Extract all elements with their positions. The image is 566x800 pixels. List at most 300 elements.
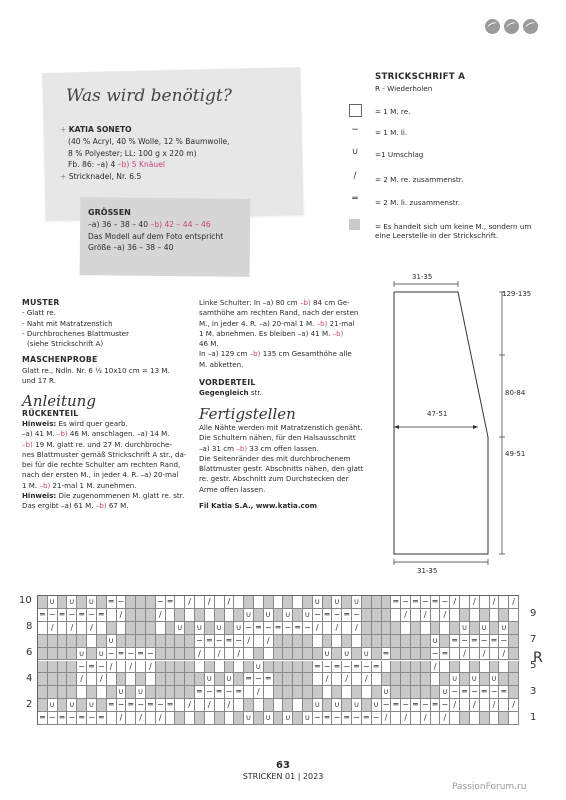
chart-cell [38,622,48,635]
chart-cell [225,609,235,622]
chart-cell [303,673,313,686]
chart-cell [323,596,333,609]
chart-cell [411,712,421,725]
text: Die Schultern nähen, für den Halsausschnitt [199,433,356,443]
anleitung-heading: Anleitung [22,392,96,411]
chart-cell: ∪ [283,609,293,622]
chart-cell: ∪ [362,648,372,661]
text: –b) [249,349,261,359]
chart-cell [215,596,225,609]
chart-cell [254,699,264,712]
chart-cell [244,596,254,609]
chart-cell [293,596,303,609]
chart-cell [460,673,470,686]
chart-cell: ∪ [440,686,450,699]
text: In –a) 129 cm [199,349,250,359]
dim-bottom: 31-35 [417,567,438,575]
chart-cell: ═ [382,648,392,661]
chart-cell [440,635,450,648]
chart-cell [67,686,77,699]
chart-cell [166,686,176,699]
chart-cell [264,699,274,712]
chart-cell [195,596,205,609]
text: 84 cm Ge- [310,298,350,307]
chart-cell [175,609,185,622]
chart-cell: − [440,596,450,609]
text: 21-mal [327,318,355,328]
chart-cell [156,673,166,686]
yarn-desc: (40 % Acryl, 40 % Wolle, 12 % Baumwolle, [68,136,230,146]
chart-cell: − [342,661,352,674]
knit-symbol-icon [349,104,362,117]
chart-cell [401,622,411,635]
chart-cell [107,712,117,725]
chart-cell [470,648,480,661]
legend-item: = 2 M. li. zusammenstr. [375,198,461,207]
chart-cell [67,661,77,674]
materials-heading: Was wird benötigt? [66,86,232,106]
chart-cell: ═ [431,699,441,712]
chart-cell: ∪ [303,712,313,725]
chart-cell: − [431,648,441,661]
chart-cell: ∕ [440,712,450,725]
chart-cell: ═ [117,648,127,661]
chart-cell: − [67,712,77,725]
chart-cell: ∪ [225,673,235,686]
chart-cell [440,661,450,674]
chart-cell [166,622,176,635]
chart-cell [38,699,48,712]
chart-cell [382,622,392,635]
legend-item: = 1 M. re. [375,107,411,116]
chart-cell [254,712,264,725]
sizes-note: Das Modell auf dem Foto entspricht [88,231,224,241]
chart-cell [215,661,225,674]
chart-cell: ═ [323,609,333,622]
chart-cell [175,661,185,674]
chart-cell [225,622,235,635]
chart-cell: − [67,609,77,622]
chart-cell [391,609,401,622]
text: –b) [332,328,344,338]
chart-cell: ∕ [509,596,519,609]
chart-cell [136,673,146,686]
chart-cell [391,635,401,648]
chart-cell: ∕ [156,609,166,622]
chart-cell [185,635,195,648]
chart-cell [450,712,460,725]
text: nes Blattmuster gemäß Strickschrift A str., da- [22,449,187,459]
chart-cell [372,648,382,661]
chart-cell: ═ [372,661,382,674]
chart-cell [421,686,431,699]
text: 46 M. anschlagen. –a) 14 M. [67,429,170,439]
chart-cell [58,622,68,635]
chart-cell: ∕ [440,609,450,622]
chart-cell [283,635,293,648]
chart-cell [274,609,284,622]
chart-cell [283,648,293,661]
chart-cell [303,699,313,712]
chart-cell: ∪ [67,699,77,712]
dim-top: 31-35 [412,273,433,281]
chart-cell: ∕ [460,648,470,661]
chart-cell [264,661,274,674]
chart-cell [146,673,156,686]
text: M. abketten. [199,359,244,369]
row-number: 10 [19,595,32,606]
yarn-qty-a: Fb. 86: –a) 4 [68,160,118,170]
chart-cell [411,609,421,622]
chart-cell [313,648,323,661]
chart-cell [215,712,225,725]
chart-cell [274,635,284,648]
chart-cell [97,686,107,699]
chart-cell [352,648,362,661]
chart-cell [372,596,382,609]
chart-cell [470,712,480,725]
dim-height-mid: 80-84 [505,389,526,397]
chart-cell [38,686,48,699]
chart-cell [274,699,284,712]
chart-cell [195,609,205,622]
chart-cell: ═ [440,648,450,661]
chart-cell: − [87,609,97,622]
yarn-qty-b: –b) 5 Knäuel [117,160,166,170]
chart-cell [58,699,68,712]
chart-cell [87,673,97,686]
chart-cell [323,635,333,648]
chart-cell [205,609,215,622]
chart-cell: ═ [97,609,107,622]
chart-cell [48,635,58,648]
chart-cell [264,686,274,699]
chart-cell: ∪ [254,661,264,674]
chart-cell: ∕ [401,712,411,725]
needle-size: Stricknadel, Nr. 6.5 [68,172,142,182]
chart-cell: − [156,699,166,712]
chart-cell [156,622,166,635]
chart-cell: ∪ [313,699,323,712]
legend-title: STRICKSCHRIFT A [375,72,466,82]
chart-cell: ∕ [313,622,323,635]
chart-cell [166,661,176,674]
chart-cell: − [126,648,136,661]
chart-cell: ∪ [87,699,97,712]
chart-cell: − [490,686,500,699]
chart-cell [440,622,450,635]
text: nach der ersten M., in jeder 4. R. –a) 20-mal [22,470,179,480]
chart-cell [460,699,470,712]
chart-cell [421,673,431,686]
row-number: 4 [26,673,33,684]
chart-cell [166,648,176,661]
chart-cell: ∕ [450,699,460,712]
chart-cell [470,609,480,622]
chart-cell [38,648,48,661]
chart-cell: ═ [87,661,97,674]
chart-cell: − [421,699,431,712]
chart-cell: ═ [97,712,107,725]
chart-cell: ∕ [362,673,372,686]
muster-heading: MUSTER [22,298,60,307]
chart-cell [313,635,323,648]
chart-cell: − [352,609,362,622]
chart-cell [431,622,441,635]
purl-symbol-icon: − [351,125,359,135]
row-number: 8 [26,621,33,632]
chart-cell: ∕ [264,635,274,648]
chart-cell [244,648,254,661]
muster-item: (siehe Strickschrift A) [27,339,104,349]
chart-cell: ═ [480,686,490,699]
chart-cell [509,661,519,674]
chart-cell: ∪ [499,622,509,635]
chart-cell [77,699,87,712]
chart-cell: ∕ [509,699,519,712]
chart-cell [480,712,490,725]
chart-cell: ∕ [332,622,342,635]
chart-cell [117,635,127,648]
chart-cell: − [48,609,58,622]
dim-height-total: 129-135 [502,290,532,298]
chart-cell [332,686,342,699]
chart-cell [499,609,509,622]
chart-cell: ═ [38,609,48,622]
chart-cell: ∪ [48,699,58,712]
row-number: 2 [26,699,33,710]
chart-cell [509,648,519,661]
chart-cell: − [499,635,509,648]
chart-cell: ∕ [67,622,77,635]
chart-cell: ∪ [244,609,254,622]
chart-cell [146,609,156,622]
knitting-chart [37,595,519,725]
yarn-ball-icon [523,19,538,34]
chart-cell: − [264,622,274,635]
chart-cell [58,635,68,648]
chart-cell: − [401,596,411,609]
chart-cell [391,712,401,725]
chart-cell [195,661,205,674]
text: samthöhe am rechten Rand, nach der ersten [199,308,359,318]
chart-cell: ∕ [146,661,156,674]
chart-cell: ═ [215,686,225,699]
chart-cell: ∕ [87,622,97,635]
chart-cell: ∕ [421,609,431,622]
chart-cell [509,622,519,635]
chart-cell: ═ [166,699,176,712]
chart-cell [166,673,176,686]
chart-cell: ∪ [234,622,244,635]
chart-cell [401,661,411,674]
chart-cell: ∪ [136,686,146,699]
chart-cell [117,673,127,686]
chart-cell: ∕ [431,661,441,674]
chart-cell [205,622,215,635]
materials-list: + KATIA SONETO (40 % Acryl, 40 % Wolle, 12 % Baumwolle, 8 % Polyester; LL: 100 g x 220 m) Fb. 86: –a) 4 –b) 5 Knäuel + Stricknadel, Nr. 6.5 [60,124,290,183]
chart-cell: ═ [391,699,401,712]
chart-cell: ∕ [470,596,480,609]
chart-cell [234,673,244,686]
chart-cell [195,712,205,725]
chart-cell [499,661,509,674]
chart-cell [274,648,284,661]
chart-cell [391,673,401,686]
chart-cell: ∪ [490,673,500,686]
chart-cell [225,648,235,661]
chart-cell [450,609,460,622]
chart-cell [215,609,225,622]
chart-cell [480,661,490,674]
text: –b) [316,318,328,328]
chart-cell [195,699,205,712]
chart-cell: ∪ [107,635,117,648]
chart-cell [136,635,146,648]
chart-cell [274,596,284,609]
chart-cell: − [362,661,372,674]
chart-cell: ∪ [283,712,293,725]
chart-cell [480,609,490,622]
chart-cell [431,686,441,699]
chart-cell [382,673,392,686]
chart-cell: − [460,635,470,648]
chart-cell [175,673,185,686]
chart-cell [411,635,421,648]
chart-cell [126,622,136,635]
chart-cell [372,609,382,622]
chart-cell [107,686,117,699]
chart-cell: ∕ [97,673,107,686]
chart-cell: ∕ [215,648,225,661]
chart-cell [185,712,195,725]
chart-cell: ═ [490,635,500,648]
chart-cell: ∪ [67,596,77,609]
chart-cell [126,596,136,609]
chart-cell [244,686,254,699]
chart-cell [411,686,421,699]
chart-cell [509,686,519,699]
chart-cell [87,686,97,699]
chart-cell: ∪ [323,648,333,661]
probe-heading: MASCHENPROBE [22,355,98,365]
chart-cell [58,661,68,674]
chart-cell: − [480,635,490,648]
chart-cell [450,622,460,635]
chart-cell: − [401,699,411,712]
chart-cell [67,635,77,648]
chart-cell [401,635,411,648]
chart-cell [313,686,323,699]
chart-cell [146,686,156,699]
chart-cell: ∕ [156,712,166,725]
text: 46 M. [199,339,219,349]
chart-cell [234,712,244,725]
chart-cell [372,686,382,699]
chart-cell [509,609,519,622]
chart-cell: − [205,686,215,699]
chart-cell: − [303,622,313,635]
chart-cell [97,622,107,635]
chart-cell [146,712,156,725]
text: –a) 31 cm [199,443,237,453]
page-number: 63 [276,760,290,771]
chart-cell [499,673,509,686]
chart-cell [254,596,264,609]
yarn-over-symbol-icon: ∪ [351,147,359,157]
chart-cell [244,661,254,674]
chart-cell: − [382,699,392,712]
chart-cell: − [215,635,225,648]
chart-cell [156,661,166,674]
chart-cell: ═ [274,622,284,635]
chart-cell: ∪ [264,712,274,725]
chart-cell [175,699,185,712]
yarn-ball-icon [485,19,500,34]
chart-cell: − [440,699,450,712]
chart-cell [499,712,509,725]
chart-cell [126,712,136,725]
chart-cell: ∕ [382,712,392,725]
chart-cell [48,648,58,661]
chart-cell [38,673,48,686]
chart-cell [77,686,87,699]
chart-cell: ∪ [372,699,382,712]
chart-cell: ═ [470,635,480,648]
chart-cell: ∕ [470,699,480,712]
chart-cell [264,596,274,609]
chart-cell: ═ [391,596,401,609]
chart-cell [107,622,117,635]
chart-cell [460,712,470,725]
chart-cell [254,648,264,661]
chart-cell [293,609,303,622]
legend-item: = Es handelt sich um keine M., sondern um eine Leerstelle in der Strickschrift. [375,222,532,240]
chart-cell: ═ [499,686,509,699]
text: 1 M. [22,480,40,490]
chart-cell [136,622,146,635]
chart-cell [283,661,293,674]
chart-cell [303,686,313,699]
chart-cell: ═ [411,596,421,609]
chart-cell: ∪ [382,686,392,699]
text: Linke Schulter: In –a) 80 cm [199,298,300,307]
text: Das ergibt –a) 61 M. [22,501,96,511]
fertigstellen-heading: Fertigstellen [199,404,296,423]
chart-cell: ∕ [195,648,205,661]
text: –a) 41 M. [22,429,57,439]
chart-cell [274,673,284,686]
chart-cell: ═ [254,622,264,635]
text: Arme offen lassen. [199,484,266,494]
yarn-desc: 8 % Polyester; LL: 100 g x 220 m) [68,148,197,158]
chart-cell: ∪ [332,596,342,609]
chart-cell: ═ [431,596,441,609]
chart-cell [421,622,431,635]
chart-cell [156,648,166,661]
chart-cell [48,673,58,686]
chart-cell [234,661,244,674]
chart-cell [362,622,372,635]
chart-cell: − [470,686,480,699]
chart-cell: ∪ [480,622,490,635]
chart-cell: − [146,648,156,661]
chart-cell: − [77,661,87,674]
chart-cell: ∪ [450,673,460,686]
chart-cell [332,635,342,648]
chart-cell: ∕ [185,596,195,609]
text: bei für die rechte Schulter am rechten Rand, [22,460,181,470]
